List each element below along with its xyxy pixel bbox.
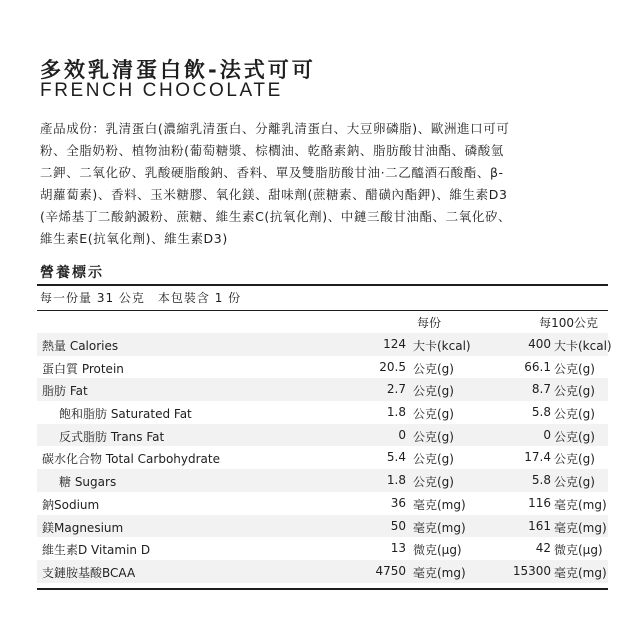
unit-per-100g: 公克(g)	[554, 429, 595, 444]
unit-per-serving: 毫克(mg)	[413, 497, 466, 512]
nutrition-header-row	[37, 311, 608, 333]
ingredients-line: (辛烯基丁二酸鈉澱粉、蔗糖、維生素C(抗氧化劑)、中鏈三酸甘油酯、二氧化矽、	[40, 209, 512, 224]
unit-per-serving: 公克(g)	[413, 361, 454, 376]
value-per-100g: 15300	[512, 563, 551, 578]
value-per-serving: 36	[390, 495, 406, 510]
unit-per-100g: 毫克(mg)	[554, 497, 607, 512]
nutrition-row-bcaa	[37, 560, 608, 583]
value-per-serving: 0	[398, 427, 406, 442]
nutrient-name: 熱量 Calories	[42, 339, 119, 353]
nutrition-heading: 營養標示	[40, 265, 104, 281]
ingredients-line: 維生素E(抗氧化劑)、維生素D3)	[40, 231, 228, 246]
nutrition-row-protein	[37, 356, 608, 379]
value-per-serving: 1.8	[386, 405, 406, 420]
nutrient-name: 蛋白質 Protein	[42, 361, 124, 376]
value-per-100g: 8.7	[531, 382, 551, 397]
unit-per-serving: 毫克(mg)	[413, 520, 466, 535]
nutrient-name: 支鏈胺基酸BCAA	[42, 565, 136, 580]
ingredients-line: 胡蘿蔔素)、香料、玉米糖膠、氧化鎂、甜味劑(蔗糖素、醋磺內酯鉀)、維生素D3	[40, 187, 508, 202]
unit-per-100g: 公克(g)	[554, 407, 595, 422]
value-per-100g: 17.4	[524, 450, 551, 465]
ingredients-line: 產品成份：乳清蛋白(濃縮乳清蛋白、分離乳清蛋白、大豆卵磷脂)、歐洲進口可可	[40, 121, 510, 136]
value-per-100g: 5.8	[531, 405, 551, 420]
unit-per-serving: 公克(g)	[413, 429, 454, 444]
unit-per-100g: 公克(g)	[554, 384, 595, 399]
nutrition-row-magnesium	[37, 515, 608, 538]
value-per-serving: 4750	[375, 563, 406, 578]
nutrition-row-sugars	[37, 469, 608, 492]
nutrient-name: 鈉Sodium	[42, 497, 100, 512]
value-per-100g: 0	[543, 427, 551, 442]
ingredients-line: 粉、全脂奶粉、植物油粉(葡萄糖漿、棕櫚油、乾酪素鈉、脂肪酸甘油酯、磷酸氫	[40, 143, 504, 158]
nutrient-name: 維生素D Vitamin D	[42, 543, 151, 558]
unit-per-100g: 微克(μg)	[554, 543, 603, 558]
product-title-english: FRENCH CHOCOLATE	[40, 80, 283, 101]
nutrition-rule-top	[37, 284, 608, 286]
unit-per-serving: 公克(g)	[413, 384, 454, 399]
column-header-per-serving: 每份	[417, 316, 442, 330]
value-per-100g: 5.8	[531, 473, 551, 488]
value-per-serving: 20.5	[379, 359, 406, 374]
unit-per-100g: 公克(g)	[554, 475, 595, 490]
nutrient-name: 飽和脂肪 Saturated Fat	[59, 407, 192, 422]
unit-per-serving: 微克(μg)	[413, 543, 462, 558]
value-per-serving: 50	[390, 518, 406, 533]
unit-per-serving: 毫克(mg)	[413, 565, 466, 580]
value-per-serving: 1.8	[386, 473, 406, 488]
value-per-100g: 161	[528, 518, 551, 533]
value-per-100g: 42	[535, 541, 551, 556]
value-per-100g: 116	[528, 495, 551, 510]
nutrition-rule-bottom	[37, 588, 608, 590]
nutrition-row-carbohydrate	[37, 446, 608, 469]
nutrition-table	[37, 311, 612, 583]
nutrition-row-trans-fat	[37, 424, 608, 447]
value-per-serving: 124	[383, 337, 406, 351]
value-per-serving: 2.7	[386, 382, 406, 397]
unit-per-serving: 公克(g)	[413, 452, 454, 467]
ingredients-text	[40, 118, 608, 250]
nutrition-row-calories	[37, 333, 612, 356]
nutrition-row-vitamin-d	[37, 537, 608, 560]
unit-per-100g: 大卡(kcal)	[554, 339, 612, 353]
product-title-chinese: 多效乳清蛋白飲-法式可可	[40, 58, 316, 82]
value-per-100g: 400	[528, 337, 551, 351]
nutrient-name: 脂肪 Fat	[42, 384, 88, 399]
unit-per-100g: 毫克(mg)	[554, 565, 607, 580]
nutrition-row-fat	[37, 378, 608, 401]
value-per-serving: 13	[390, 541, 406, 556]
unit-per-serving: 大卡(kcal)	[413, 339, 471, 353]
nutrient-name: 反式脂肪 Trans Fat	[59, 429, 165, 444]
nutrition-row-saturated-fat	[37, 401, 608, 424]
value-per-100g: 66.1	[524, 359, 551, 374]
column-header-per-100g: 每100公克	[539, 316, 598, 330]
nutrient-name: 鎂Magnesium	[42, 520, 124, 535]
serving-info: 每一份量 31 公克 本包裝含 1 份	[40, 291, 242, 305]
unit-per-serving: 公克(g)	[413, 407, 454, 422]
unit-per-100g: 毫克(mg)	[554, 520, 607, 535]
nutrition-row-sodium	[37, 492, 608, 515]
unit-per-100g: 公克(g)	[554, 452, 595, 467]
value-per-serving: 5.4	[386, 450, 406, 465]
nutrient-name: 碳水化合物 Total Carbohydrate	[42, 452, 220, 467]
unit-per-serving: 公克(g)	[413, 475, 454, 490]
unit-per-100g: 公克(g)	[554, 361, 595, 376]
ingredients-line: 二鉀、二氧化矽、乳酸硬脂酸鈉、香料、單及雙脂肪酸甘油·二乙醯酒石酸酯、β-	[40, 165, 504, 180]
nutrient-name: 糖 Sugars	[59, 475, 117, 490]
